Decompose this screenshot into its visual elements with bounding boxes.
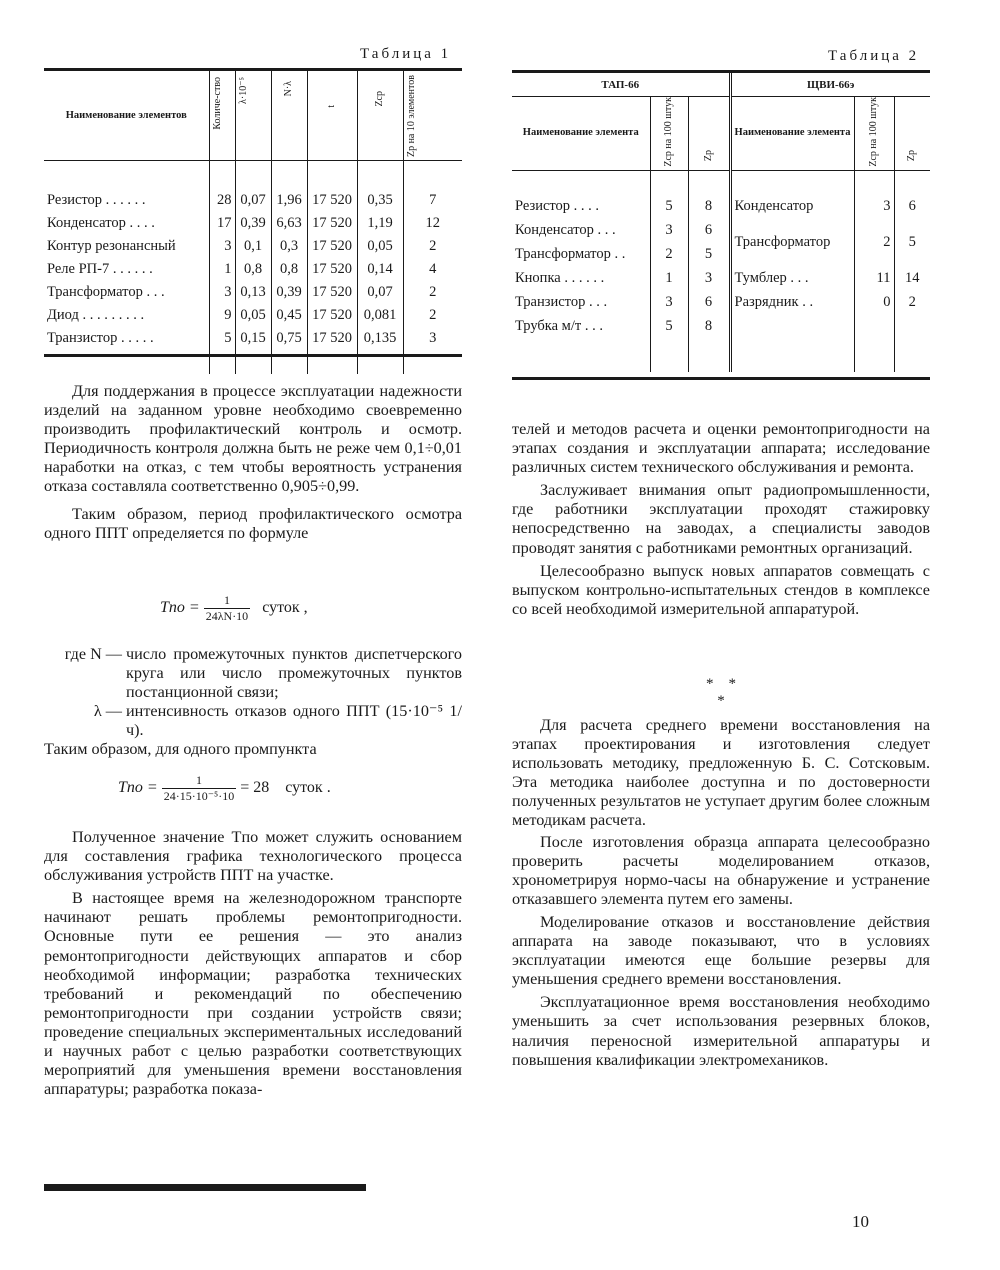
table1-cell: 17 520 <box>307 281 357 304</box>
table1-bottom-rule <box>44 354 462 357</box>
table-row <box>44 212 462 235</box>
table2-cell: 5 <box>908 233 916 250</box>
table2-header-zp-right: Zр <box>906 149 918 161</box>
right-column-lower <box>512 716 930 1070</box>
table2-caption: Таблица 2 <box>828 48 920 64</box>
table1-cell: 3 <box>209 281 235 304</box>
table2-cell: Трансформатор . . <box>512 242 650 266</box>
right-column <box>512 420 930 619</box>
table1-cell: 17 <box>209 212 235 235</box>
table2-cell: 0 <box>854 290 894 314</box>
table1-cell: Реле РП-7 . . . . . . <box>44 258 209 281</box>
table1-cell: 1,96 <box>271 189 307 212</box>
table1-cell: 2 <box>429 306 437 323</box>
table1-cell: 0,8 <box>235 258 271 281</box>
table2-group-row <box>512 73 930 97</box>
table2-header-zcp-left: Zср на 100 штук <box>663 97 674 167</box>
table1-cell: 0,05 <box>357 235 403 258</box>
formula-numerator: 1 <box>162 773 237 789</box>
table1-cell: 6,63 <box>271 212 307 235</box>
table-row <box>44 235 462 258</box>
table-row <box>512 218 930 242</box>
paragraph: Моделирование отказов и восстановление действия аппарата на заводе показывают, что в условиях эксплуатации имеются еще большие резервы для уменьшения среднего времени восстановления. <box>512 912 930 989</box>
table1-header-row <box>44 71 462 161</box>
table2-cell: 2 <box>908 293 916 310</box>
paragraph: После изготовления образца аппарата целесообразно проверить расчеты моделированием отказов, хронометрируя нормо-часы на обнаружение и устранение отказавшего элемента путем его замены. <box>512 832 930 908</box>
table2-cell: Резистор . . . . <box>512 194 650 218</box>
table2-group-tap66: ТАП-66 <box>512 73 730 97</box>
table-row <box>512 290 930 314</box>
section-stars-bottom: * <box>717 693 725 709</box>
table2-cell: 2 <box>854 218 894 266</box>
table1-cell: 0,13 <box>235 281 271 304</box>
table2-cell: 6 <box>908 197 916 214</box>
table2-header-name-left: Наименование элемента <box>512 97 650 171</box>
table2-group-shchvi66e: ЩВИ-66э <box>730 73 930 97</box>
table1-cell: Конденсатор . . . . <box>44 212 209 235</box>
table1-cell: 1 <box>209 258 235 281</box>
formula-denominator: 24·15·10⁻⁵·10 <box>163 789 235 803</box>
table1-cell: 2 <box>429 237 437 254</box>
table1-cell: 17 520 <box>307 235 357 258</box>
table2-cell: 3 <box>650 290 688 314</box>
paragraph: Полученное значение Tпо может служить основанием для составления графика технологического процесса обслуживания устройств ППТ на участке. <box>44 828 462 885</box>
table1-cell: 0,45 <box>271 304 307 327</box>
table1-cell: 2 <box>429 283 437 300</box>
paragraph: Таким образом, период профилактического осмотра одного ППТ определяется по формуле <box>44 504 462 542</box>
table2-cell: 6 <box>688 290 730 314</box>
formula-lhs: Tпо = <box>160 599 200 617</box>
table2-cell: 3 <box>688 266 730 290</box>
table1-cell: 0,07 <box>357 281 403 304</box>
table1-cell: 0,15 <box>235 327 271 350</box>
table1-cell: Транзистор . . . . . <box>44 327 209 350</box>
formula-lhs: Tпо = <box>118 779 158 797</box>
left-column-lower <box>44 828 462 1099</box>
table1-cell: Резистор . . . . . . <box>44 189 209 212</box>
table2-cell: 11 <box>854 266 894 290</box>
table1-cell: Диод . . . . . . . . . <box>44 304 209 327</box>
table2-header-zcp-right: Zср на 100 штук <box>868 97 879 167</box>
table1-cell: 28 <box>209 189 235 212</box>
table2-cell: Кнопка . . . . . . <box>512 266 650 290</box>
formula-numerator: 1 <box>204 593 250 609</box>
table1-header-count: Количе-ство <box>211 77 223 130</box>
paragraph: Для поддержания в процессе эксплуатации надежности изделий на заданном уровне необходимо своевременно производить профилактический контроль и осмотр. Периодичность контроля должна быть не реже чем 0,1÷0,01 наработки на отказ, с тем чтобы вероятность устранения отказа составляла соответственно 0,905÷0,99. <box>44 382 462 496</box>
table1-cell: 3 <box>429 329 437 346</box>
table2-cell: 8 <box>688 314 730 338</box>
table1-cell: 17 520 <box>307 212 357 235</box>
table-row <box>44 327 462 350</box>
table1-cell: 0,39 <box>235 212 271 235</box>
paragraph: Для расчета среднего времени восстановления на этапах проектирования и изготовления следует использовать методику, предложенную Б. С. Сотсковым. Эта методика наиболее доступна и по достоверности полученных результатов не уступает другим более сложным методикам расчета. <box>512 716 930 830</box>
table1-cell: 0,081 <box>357 304 403 327</box>
table-row <box>512 314 930 338</box>
table1-header-nlambda: N·λ <box>283 81 294 97</box>
table1-cell: 0,07 <box>235 189 271 212</box>
table1-cell: 0,05 <box>235 304 271 327</box>
formula-unit: суток . <box>285 779 331 797</box>
table1-cell: Контур резонансный <box>44 235 209 258</box>
where-n-text: число промежуточных пунктов диспетчерского круга или число промежуточных пунктов постанционной связи; <box>126 645 462 702</box>
footnote-rule <box>44 1184 366 1191</box>
table1-cell: 12 <box>425 214 440 231</box>
table-row <box>44 189 462 212</box>
table2-cell: 1 <box>650 266 688 290</box>
table-row <box>44 281 462 304</box>
formula-denominator: 24λN·10 <box>205 609 249 623</box>
where-n-label: где N — <box>64 645 122 663</box>
table1-cell: 0,39 <box>271 281 307 304</box>
where-block <box>44 645 462 760</box>
table1-header-t: t <box>326 105 337 108</box>
table2-header-row <box>512 97 930 171</box>
formula-tpo-value <box>118 773 331 804</box>
formula-tpo-general <box>160 593 308 624</box>
table2-cell: 3 <box>650 218 688 242</box>
table1-cell: 0,1 <box>235 235 271 258</box>
table2-cell: 8 <box>688 194 730 218</box>
paragraph: Эксплуатационное время восстановления необходимо уменьшить за счет использования резервных блоков, наличия переносной измерительной аппаратуры и повышения квалификации электромехаников. <box>512 993 930 1069</box>
table2-header-zp-left: Zр <box>702 149 714 161</box>
table1-cell: Трансформатор . . . <box>44 281 209 304</box>
table1-cell: 9 <box>209 304 235 327</box>
table2-cell: Трубка м/т . . . <box>512 314 650 338</box>
table1 <box>44 71 462 374</box>
paragraph: Целесообразно выпуск новых аппаратов совмещать с выпуском контрольно-испытательных стендов в комплексе со всей необходимой измерительной аппаратурой. <box>512 561 930 618</box>
table-row <box>512 194 930 218</box>
table1-cell: 17 520 <box>307 258 357 281</box>
table1-cell: 3 <box>209 235 235 258</box>
table2-cell: Разрядник . . <box>730 290 854 314</box>
table1-caption: Таблица 1 <box>360 46 452 62</box>
table1-cell: 0,14 <box>357 258 403 281</box>
table2-cell: 5 <box>650 194 688 218</box>
table2-cell: 3 <box>854 194 894 218</box>
paragraph: В настоящее время на железнодорожном транспорте начинают решать проблемы ремонтопригодности. Основные пути ее решения — это анализ ремонтопригодности действующих аппаратов и сбор необходимой информации; разработка технических требований и рекомендаций по обеспечению ремонтопригодности при создании устройств связи; проведение специальных экспериментальных исследований и научных работ с целью разработки соответствующих мероприятий для уменьшения времени восстановления аппаратуры; разработка показа- <box>44 889 462 1099</box>
paragraph: телей и методов расчета и оценки ремонтопригодности на этапах создания и эксплуатации аппарата; исследование различных систем технического обслуживания и ремонта. <box>512 420 930 477</box>
table1-cell: 7 <box>429 191 437 208</box>
table2-cell: Трансформатор <box>730 218 854 266</box>
where-lambda-label: λ — <box>93 702 122 721</box>
table2-bottom-rule <box>512 377 930 380</box>
table2-cell: Тумблер . . . <box>730 266 854 290</box>
table1-cell: 0,135 <box>357 327 403 350</box>
paragraph: Таким образом, для одного промпункта <box>44 740 317 759</box>
section-stars-top: * * <box>706 676 736 692</box>
where-lambda-text: интенсивность отказов одного ППТ (15·10⁻⁵ 1/ч). <box>126 702 462 740</box>
table1-cell: 1,19 <box>357 212 403 235</box>
table2 <box>512 73 930 372</box>
page-number: 10 <box>852 1212 869 1231</box>
table1-cell: 4 <box>429 260 437 277</box>
table2-cell: Конденсатор <box>730 194 854 218</box>
table1-cell: 5 <box>209 327 235 350</box>
table-row <box>512 266 930 290</box>
table2-cell: Конденсатор . . . <box>512 218 650 242</box>
table1-cell: 0,35 <box>357 189 403 212</box>
table1-cell: 17 520 <box>307 327 357 350</box>
table2-header-name-right: Наименование элемента <box>730 97 854 171</box>
table1-cell: 0,75 <box>271 327 307 350</box>
table-row <box>44 258 462 281</box>
table1-cell: 0,8 <box>271 258 307 281</box>
table2-cell: 5 <box>688 242 730 266</box>
table-row <box>44 304 462 327</box>
table2-cell: 2 <box>650 242 688 266</box>
table2-cell: 5 <box>650 314 688 338</box>
table2-cell: Транзистор . . . <box>512 290 650 314</box>
table1-header-name: Наименование элементов <box>44 71 209 161</box>
table1-header-lambda: λ·10⁻⁵ <box>237 77 249 104</box>
table1-header-zp: Zр на 10 элементов <box>405 75 417 158</box>
table2-cell: 14 <box>905 269 920 286</box>
table1-header-zcp: Zср <box>374 91 385 107</box>
formula-result: = 28 <box>240 779 270 797</box>
table1-cell: 17 520 <box>307 189 357 212</box>
table1-cell: 0,3 <box>271 235 307 258</box>
left-column <box>44 382 462 543</box>
formula-unit: суток , <box>262 599 308 617</box>
table2-cell: 6 <box>688 218 730 242</box>
paragraph: Заслуживает внимания опыт радиопромышленности, где работники эксплуатации проходят стажировку непосредственно на заводах, а специалисты заводов проводят занятия с работниками ремонтных организаций. <box>512 481 930 557</box>
table1-cell: 17 520 <box>307 304 357 327</box>
